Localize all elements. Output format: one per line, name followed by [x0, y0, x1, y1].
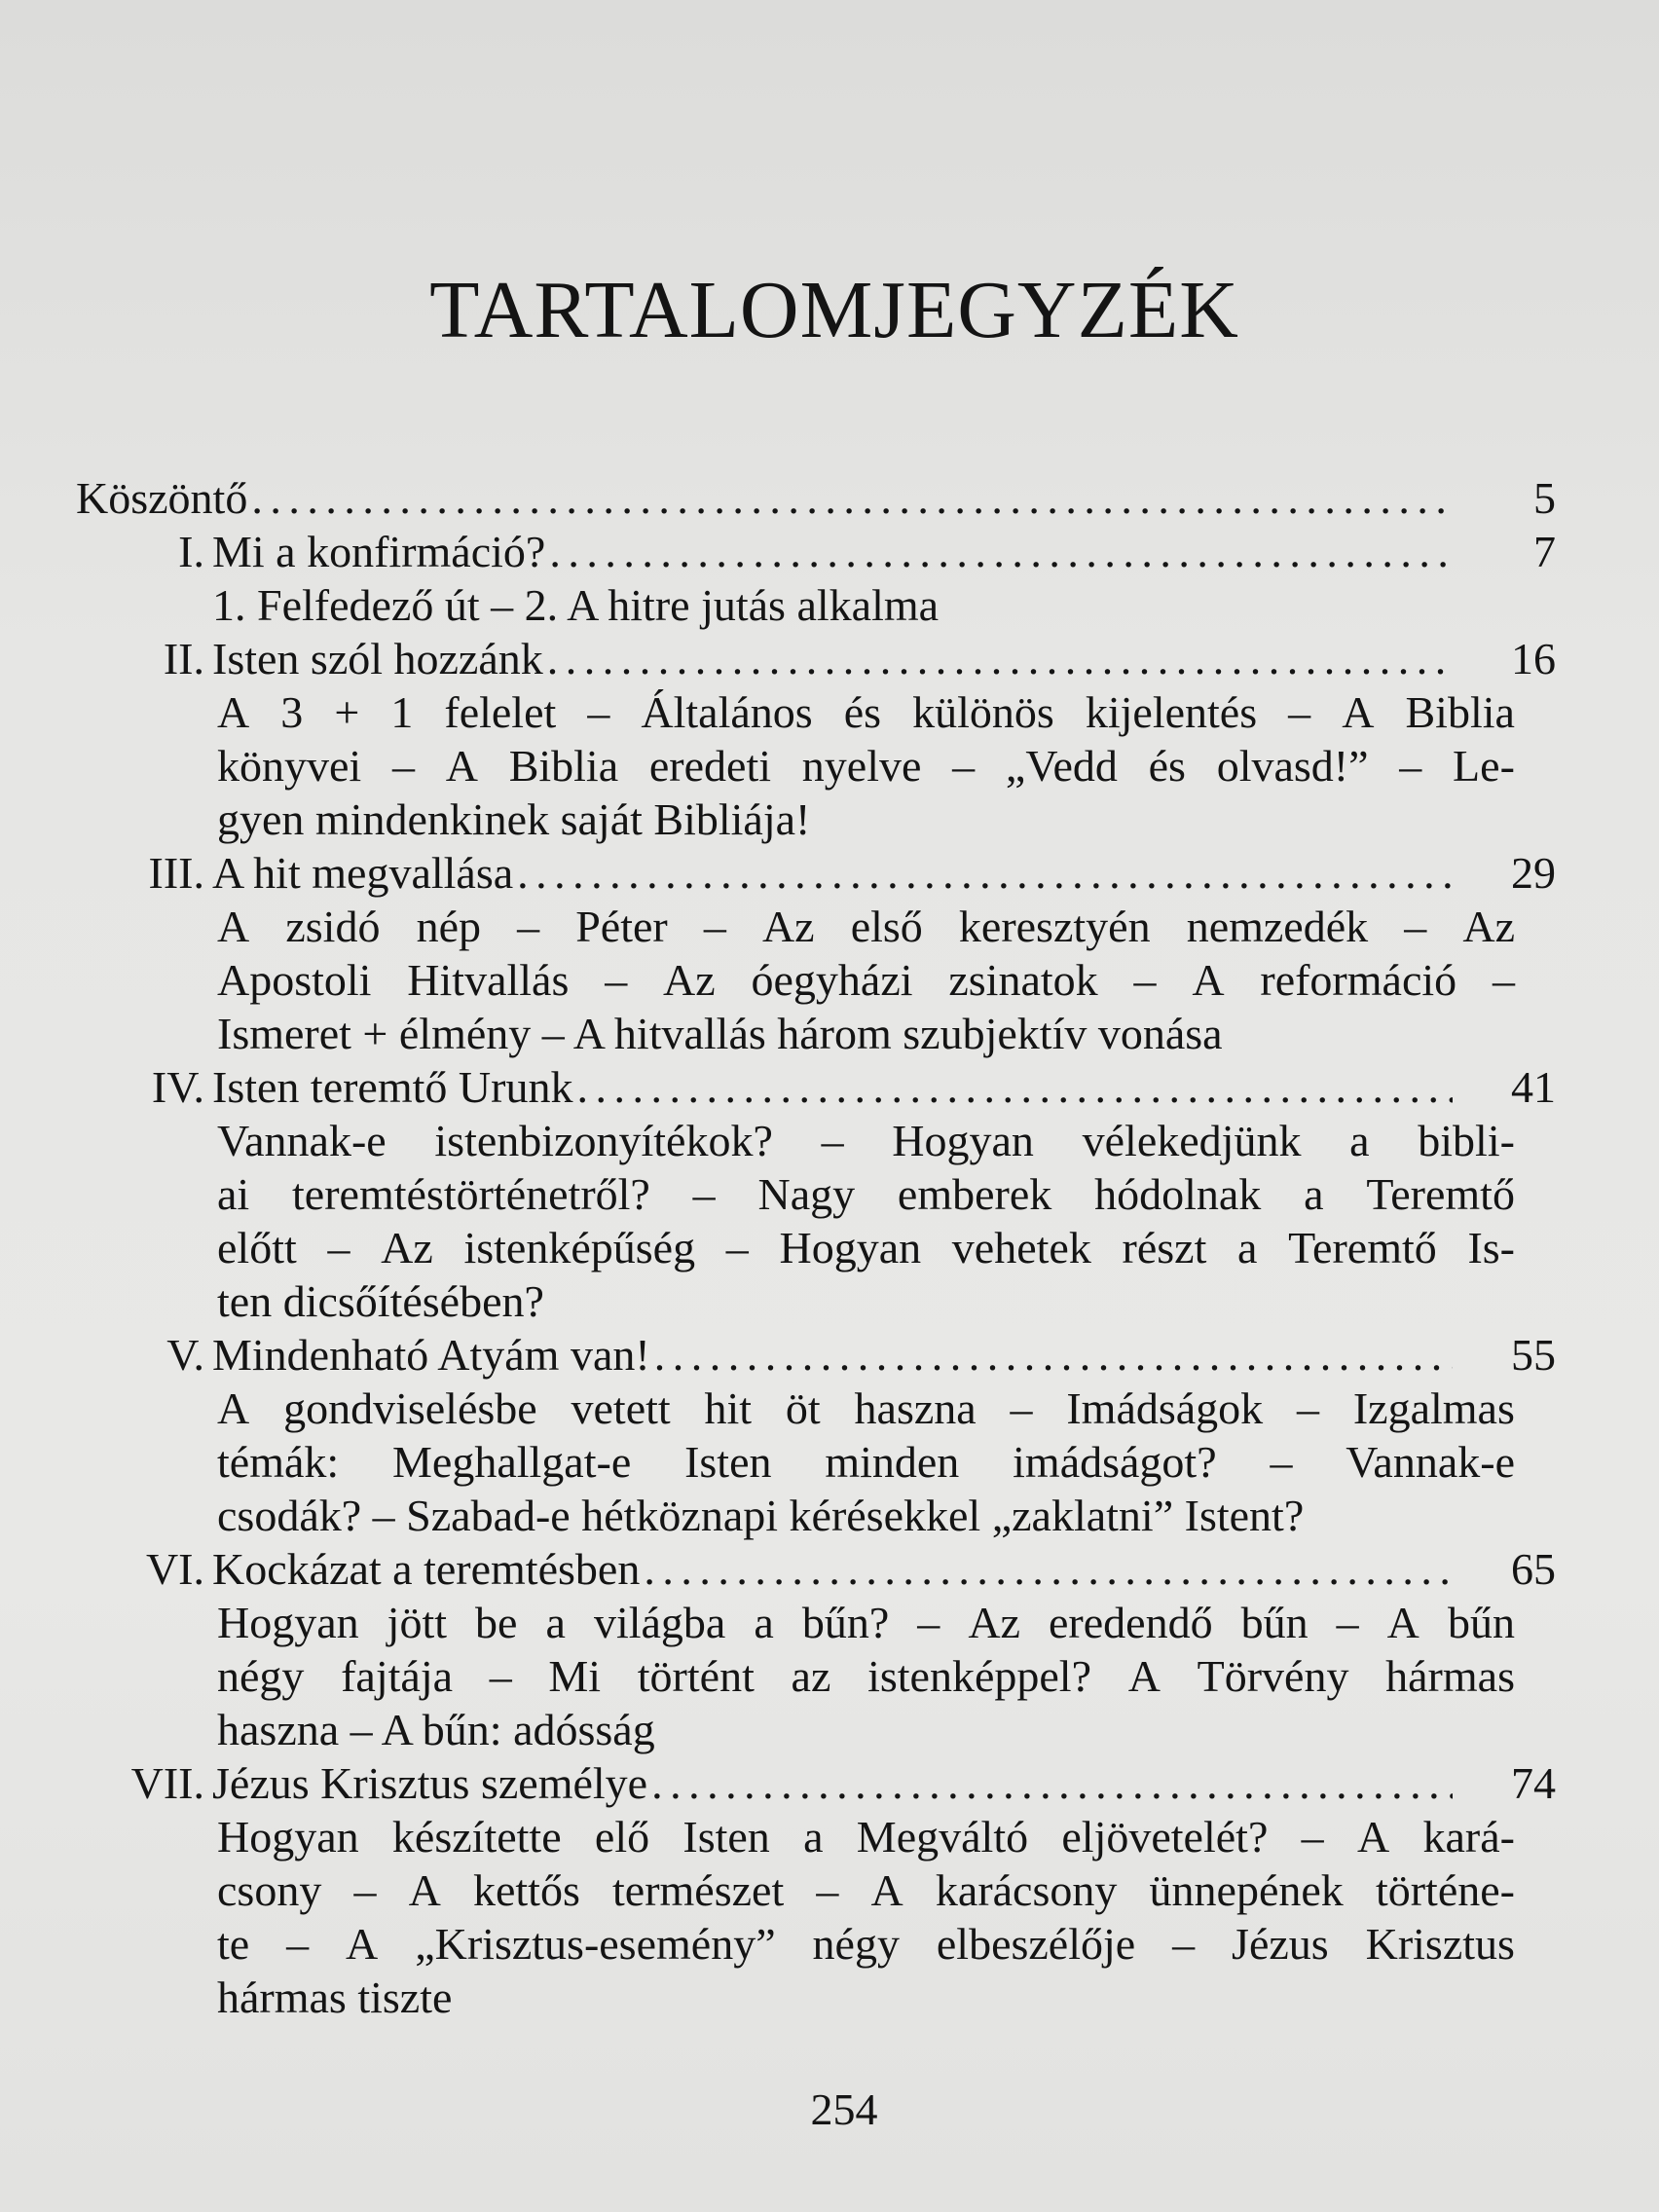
toc-entry [76, 846, 1556, 1060]
chapter-title: Köszöntő [76, 473, 248, 523]
subtopic-line: ten dicsőítésében? [217, 1276, 544, 1326]
chapter-numeral: III. [148, 848, 204, 898]
chapter-title: Jézus Krisztus személye [212, 1758, 648, 1808]
subtopic-line: A 3 + 1 felelet – Általános és különös kijelentés – A Biblia [217, 687, 1515, 737]
subtopic-line: te – A „Krisztus-esemény” négy elbeszélője – Jézus Krisztus [217, 1919, 1515, 1969]
toc-entry-heading [76, 846, 1556, 900]
chapter-numeral: V. [166, 1330, 204, 1380]
subtopic-line: Ismeret + élmény – A hitvallás három szubjektív vonása [217, 1009, 1223, 1058]
chapter-page-number: 41 [1511, 1062, 1556, 1112]
chapter-page-number: 29 [1511, 848, 1556, 898]
toc-entry [76, 525, 1556, 632]
toc-entry-heading [76, 1328, 1556, 1382]
subtopic-line: csodák? – Szabad-e hétköznapi kérésekkel „zaklatni” Istent? [217, 1491, 1305, 1540]
subtopic-line: négy fajtája – Mi történt az istenképpel? A Törvény hármas [217, 1651, 1515, 1701]
subtopic-line: haszna – A bűn: adósság [217, 1705, 655, 1754]
subtopic-line: Apostoli Hitvallás – Az óegyházi zsinatok – A reformáció – [217, 955, 1515, 1005]
chapter-page-number: 16 [1511, 634, 1556, 683]
chapter-subtopics [217, 900, 1515, 1060]
toc-entry-heading [76, 1542, 1556, 1596]
chapter-numeral: VII. [130, 1758, 204, 1808]
dot-leader [517, 846, 1453, 900]
chapter-title: Isten teremtő Urunk [212, 1062, 573, 1112]
toc-entry-heading [76, 525, 1556, 578]
chapter-page-number: 65 [1511, 1544, 1556, 1594]
subtopic-line: Vannak-e istenbizonyítékok? – Hogyan vélekedjünk a bibli- [217, 1116, 1515, 1165]
dot-leader [654, 1328, 1453, 1382]
table-of-contents [76, 471, 1556, 2024]
subtopic-line: előtt – Az istenképűség – Hogyan vehetek részt a Teremtő Is- [217, 1223, 1515, 1272]
subtopic-line: könyvei – A Biblia eredeti nyelve – „Vedd és olvasd!” – Le- [217, 741, 1515, 791]
chapter-numeral: IV. [151, 1062, 204, 1112]
chapter-numeral: II. [163, 634, 204, 683]
chapter-page-number: 7 [1533, 527, 1556, 576]
page-number: 254 [810, 2084, 878, 2134]
toc-entry-heading [76, 1756, 1556, 1810]
chapter-page-number: 74 [1511, 1758, 1556, 1808]
chapter-subtopics [217, 1810, 1515, 2024]
toc-entry-heading [76, 1060, 1556, 1114]
chapter-page-number: 5 [1533, 473, 1556, 523]
chapter-subtopics [217, 1382, 1515, 1542]
chapter-subtopics [217, 1596, 1515, 1756]
subtopic-line: gyen mindenkinek saját Bibliája! [217, 794, 811, 844]
toc-entry [76, 1542, 1556, 1756]
chapter-title: Mi a konfirmáció? [212, 527, 546, 576]
chapter-numeral: VI. [145, 1544, 204, 1594]
toc-entry-heading [76, 471, 1556, 525]
subtopic-line: témák: Meghallgat-e Isten minden imádságot? – Vannak-e [217, 1437, 1515, 1487]
subtopic-line: csony – A kettős természet – A karácsony ünnepének történe- [217, 1865, 1515, 1915]
chapter-numeral: I. [178, 527, 204, 576]
toc-entry [76, 471, 1556, 525]
chapter-title: Kockázat a teremtésben [212, 1544, 641, 1594]
toc-entry-heading [76, 632, 1556, 685]
subtopic-line: Hogyan készítette elő Isten a Megváltó eljövetelét? – A kará- [217, 1812, 1515, 1862]
subtopic-line: ai teremtéstörténetről? – Nagy emberek hódolnak a Teremtő [217, 1169, 1515, 1219]
subtopic-line: A gondviselésbe vetett hit öt haszna – Imádságok – Izgalmas [217, 1383, 1515, 1433]
dot-leader [547, 632, 1453, 685]
toc-entry [76, 632, 1556, 846]
dot-leader [644, 1542, 1453, 1596]
chapter-subtopics [217, 1114, 1515, 1328]
chapter-title: Mindenható Atyám van! [212, 1330, 650, 1380]
chapter-subtopics [217, 685, 1515, 846]
chapter-title: A hit megvallása [212, 848, 514, 898]
subtopic-line: hármas tiszte [217, 1972, 453, 2022]
chapter-title: Isten szól hozzánk [212, 634, 543, 683]
toc-entry [76, 1060, 1556, 1328]
toc-entry [76, 1756, 1556, 2024]
toc-entry [76, 1328, 1556, 1542]
chapter-subtopics: 1. Felfedező út – 2. A hitre jutás alkalma [212, 580, 940, 630]
dot-leader [576, 1060, 1453, 1114]
chapter-page-number: 55 [1511, 1330, 1556, 1380]
subtopic-line: Hogyan jött be a világba a bűn? – Az eredendő bűn – A bűn [217, 1598, 1515, 1647]
page-title: TARTALOMJEGYZÉK [429, 265, 1239, 355]
subtopic-line: A zsidó nép – Péter – Az első keresztyén nemzedék – Az [217, 902, 1515, 951]
dot-leader [251, 471, 1453, 525]
dot-leader [651, 1756, 1453, 1810]
dot-leader [549, 525, 1453, 578]
